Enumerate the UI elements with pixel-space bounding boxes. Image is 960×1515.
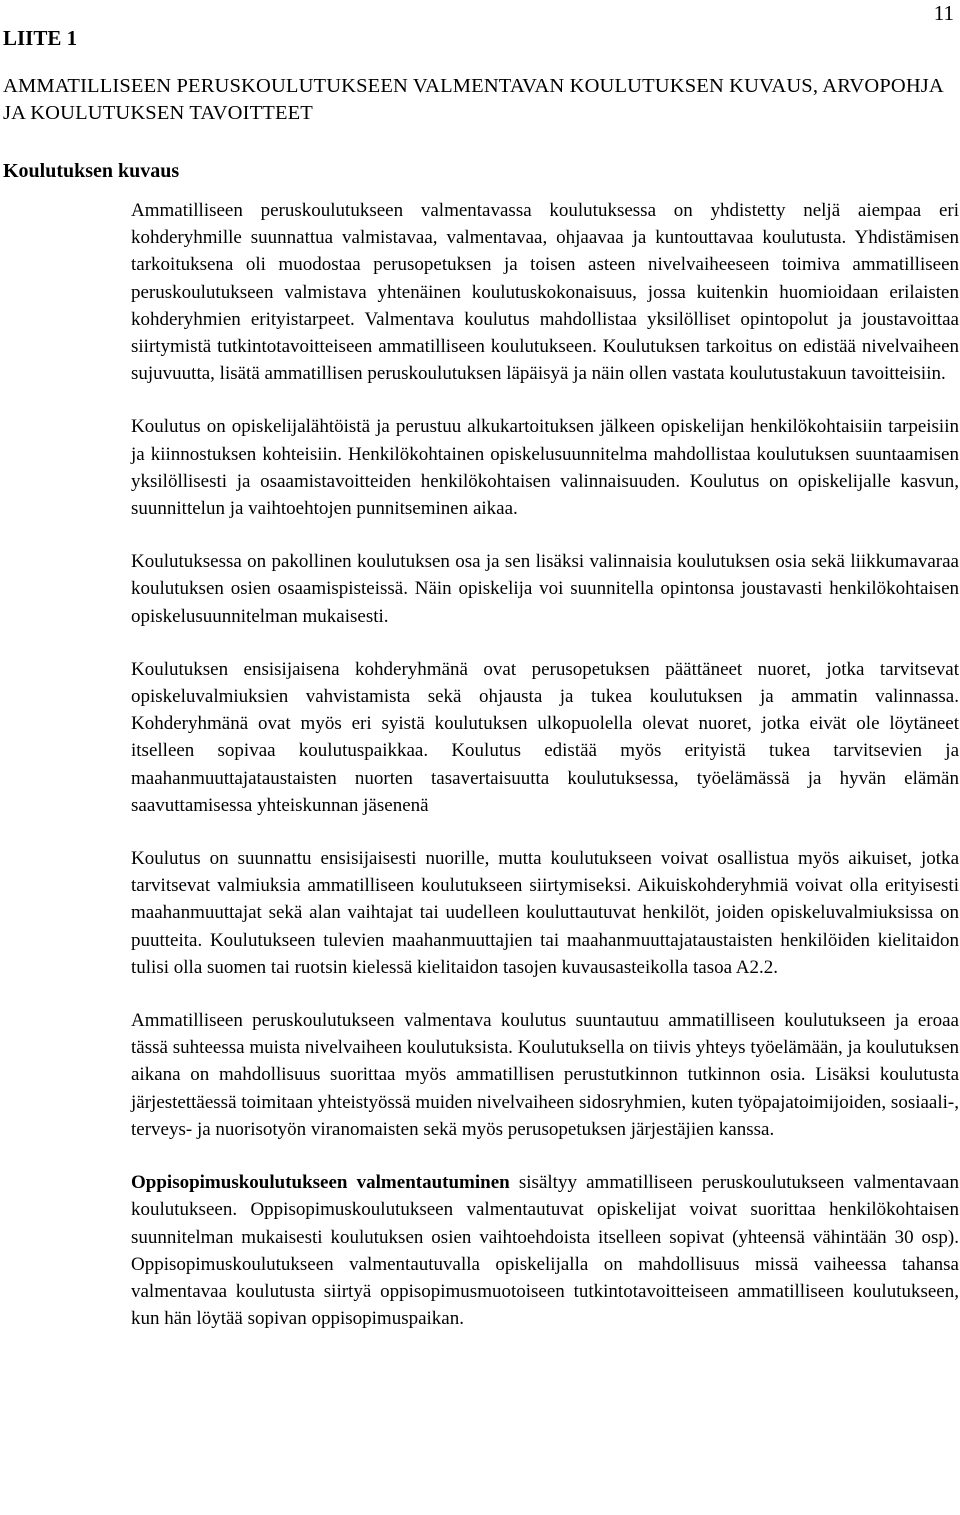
- paragraph-apprenticeship: [131, 1169, 959, 1332]
- appendix-label: LIITE 1: [3, 26, 78, 50]
- paragraph-adult-participants: Koulutus on suunnattu ensisijaisesti nuorille, mutta koulutukseen voivat osallistua myös aikuiset, jotka tarvitsevat valmiuksia ammatilliseen koulutukseen siirtymiseksi. Aikuiskohderyhmiä voivat olla erityisesti maahanmuuttajat sekä alan vaihtajat tai uudelleen kouluttautuvat henkilöt, joiden opiskeluvalmiuksissa on puutteita. Koulutukseen tulevien maahanmuuttajien tai maahanmuuttajataustaisten henkilöiden kielitaidon tulisi olla suomen tai ruotsin kielessä kielitaidon tasojen kuvausasteikolla tasoa A2.2.: [131, 848, 959, 978]
- section-heading: Koulutuksen kuvaus: [3, 160, 180, 182]
- paragraph-vocational-orientation: Ammatilliseen peruskoulutukseen valmentava koulutus suuntautuu ammatilliseen koulutukseen ja eroaa tässä suhteessa muista nivelvaiheen koulutuksista. Koulutuksella on tiivis yhteys työelämään, ja koulutuksen aikana on mahdollisuus suorittaa myös ammatillisen perustutkinnon tutkinnon osia. Lisäksi koulutusta järjestettäessä toimitaan yhteistyössä muiden nivelvaiheen sidosryhmien, kuten työpajatoimijoiden, sosiaali-, terveys- ja nuorisotyön viranomaisten sekä myös perusopetuksen järjestäjien kanssa.: [131, 1010, 959, 1140]
- page-number: 11: [933, 1, 954, 25]
- paragraph-learner-centered: Koulutus on opiskelijalähtöistä ja perustuu alkukartoituksen jälkeen opiskelijan henkilökohtaisiin tarpeisiin ja kiinnostuksen kohteisiin. Henkilökohtainen opiskelusuunnitelma mahdollistaa koulutuksen suuntaamisen yksilöllisesti ja osaamistavoitteiden henkilökohtaisen valinnaisuuden. Koulutus on opiskelijalle kasvun, suunnittelun ja vaihtoehtojen punnitseminen aikaa.: [131, 416, 959, 520]
- paragraph-target-group: Koulutuksen ensisijaisena kohderyhmänä ovat perusopetuksen päättäneet nuoret, jotka tarvitsevat opiskeluvalmiuksien vahvistamista sekä ohjausta ja tukea koulutuksen ja ammatin valinnassa. Kohderyhmänä ovat myös eri syistä koulutuksen ulkopuolella olevat nuoret, jotka eivät ole löytäneet itselleen sopivaa koulutuspaikkaa. Koulutus edistää myös erityistä tukea tarvitsevien ja maahanmuuttajataustaisten nuorten tasavertaisuutta koulutuksessa, työelämässä ja hyvän elämän saavuttamisessa yhteiskunnan jäsenenä: [131, 658, 959, 816]
- paragraph-course-structure: Koulutuksessa on pakollinen koulutuksen osa ja sen lisäksi valinnaisia koulutuksen osia sekä liikkumavaraa koulutuksen osien osaamispisteissä. Näin opiskelija voi suunnitella opintonsa joustavasti henkilökohtaisen opiskelusuunnitelman mukaisesti.: [131, 551, 959, 627]
- document-title: AMMATILLISEEN PERUSKOULUTUKSEEN VALMENTAVAN KOULUTUKSEN KUVAUS, ARVOPOHJA JA KOULUTUKSEN TAVOITTEET: [3, 75, 943, 124]
- paragraph-description: Ammatilliseen peruskoulutukseen valmentavassa koulutuksessa on yhdistetty neljä aiempaa eri kohderyhmille suunnattua valmistavaa, valmentavaa, ohjaavaa ja kuntouttavaa koulutusta. Yhdistämisen tarkoituksena oli muodostaa perusopetuksen ja toisen asteen nivelvaiheeseen toimiva ammatilliseen peruskoulutukseen valmistava yhtenäinen koulutuskokonaisuus, jossa kuitenkin huomioidaan erilaisten kohderyhmien erityistarpeet. Valmentava koulutus mahdollistaa yksilölliset opintopolut ja joustavoittaa siirtymistä tutkintotavoitteiseen ammatilliseen koulutukseen. Koulutuksen tarkoitus on edistää nivelvaiheen sujuvuutta, lisätä ammatillisen peruskoulutuksen läpäisyä ja näin ollen vastata koulutustakuun tavoitteisiin.: [131, 200, 959, 385]
- body-text: [131, 197, 959, 1332]
- apprenticeship-lead: Oppisopimuskoulutukseen valmentautuminen: [131, 1172, 510, 1194]
- apprenticeship-text: sisältyy ammatilliseen peruskoulutukseen valmentavaan koulutukseen. Oppisopimuskoulutukseen valmentautuvat opiskelijat voivat suorittaa henkilökohtaisen suunnitelman mukaisesti koulutuksen osien vaihtoehdoista itselleen sopivat (yhteensä vähintään 30 osp). Oppisopimuskoulutukseen valmentautuvalla opiskelijalla on mahdollisuus missä vaiheessa tahansa valmentavaa koulutusta siirtyä oppisopimusmuotoiseen tutkintotavoitteiseen ammatilliseen koulutukseen, kun hän löytää sopivan oppisopimuspaikan.: [131, 1172, 959, 1330]
